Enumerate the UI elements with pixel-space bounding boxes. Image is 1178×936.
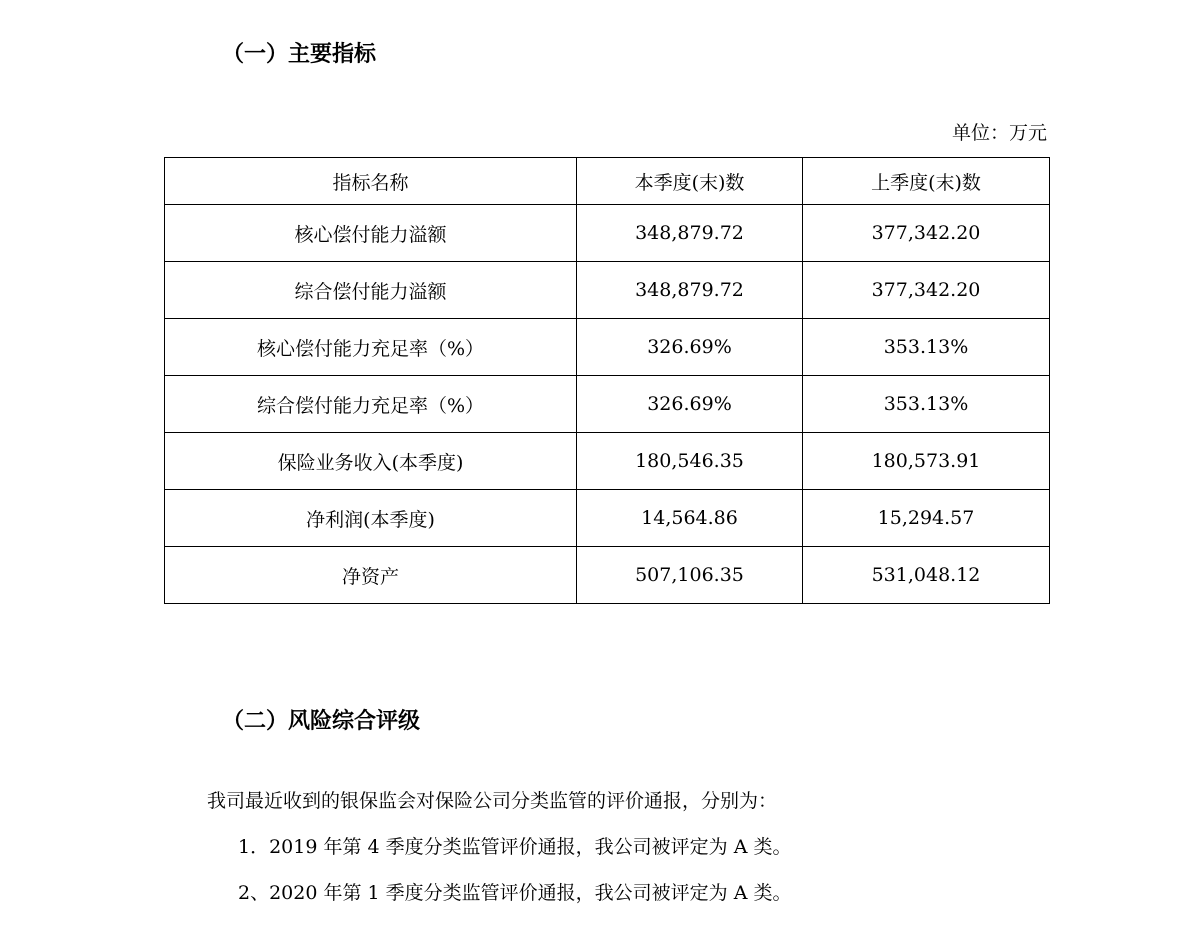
table-row [165,376,1050,433]
previous-value-cell: 180,573.91 [803,433,1050,490]
current-value-cell: 326.69% [577,319,803,376]
column-header-indicator-name: 指标名称 [165,158,577,205]
section-heading-main-indicators: （一）主要指标 [222,42,377,67]
current-value-cell: 180,546.35 [577,433,803,490]
rating-intro-paragraph: 我司最近收到的银保监会对保险公司分类监管的评价通报，分别为： [207,790,778,812]
previous-value-cell: 531,048.12 [803,547,1050,604]
column-header-previous-quarter: 上季度(末)数 [803,158,1050,205]
current-value-cell: 507,106.35 [577,547,803,604]
table-row [165,319,1050,376]
section-heading-risk-rating: （二）风险综合评级 [222,709,421,734]
rating-list-item: 2、2020 年第 1 季度分类监管评价通报，我公司被评定为 A 类。 [238,882,792,904]
table-row [165,262,1050,319]
previous-value-cell: 377,342.20 [803,262,1050,319]
indicator-name-cell: 综合偿付能力充足率（%） [165,376,577,433]
current-value-cell: 326.69% [577,376,803,433]
column-header-current-quarter: 本季度(末)数 [577,158,803,205]
previous-value-cell: 377,342.20 [803,205,1050,262]
rating-list-item: 1．2019 年第 4 季度分类监管评价通报，我公司被评定为 A 类。 [238,836,792,858]
table-row [165,433,1050,490]
indicator-name-cell: 核心偿付能力充足率（%） [165,319,577,376]
previous-value-cell: 353.13% [803,319,1050,376]
indicator-name-cell: 核心偿付能力溢额 [165,205,577,262]
current-value-cell: 14,564.86 [577,490,803,547]
current-value-cell: 348,879.72 [577,205,803,262]
previous-value-cell: 15,294.57 [803,490,1050,547]
indicators-table [164,157,1050,604]
current-value-cell: 348,879.72 [577,262,803,319]
unit-label: 单位：万元 [951,122,1047,144]
table-row [165,205,1050,262]
indicator-name-cell: 保险业务收入(本季度) [165,433,577,490]
table-header-row [165,158,1050,205]
indicator-name-cell: 净资产 [165,547,577,604]
table-row [165,490,1050,547]
table-row [165,547,1050,604]
indicator-name-cell: 净利润(本季度) [165,490,577,547]
previous-value-cell: 353.13% [803,376,1050,433]
indicator-name-cell: 综合偿付能力溢额 [165,262,577,319]
